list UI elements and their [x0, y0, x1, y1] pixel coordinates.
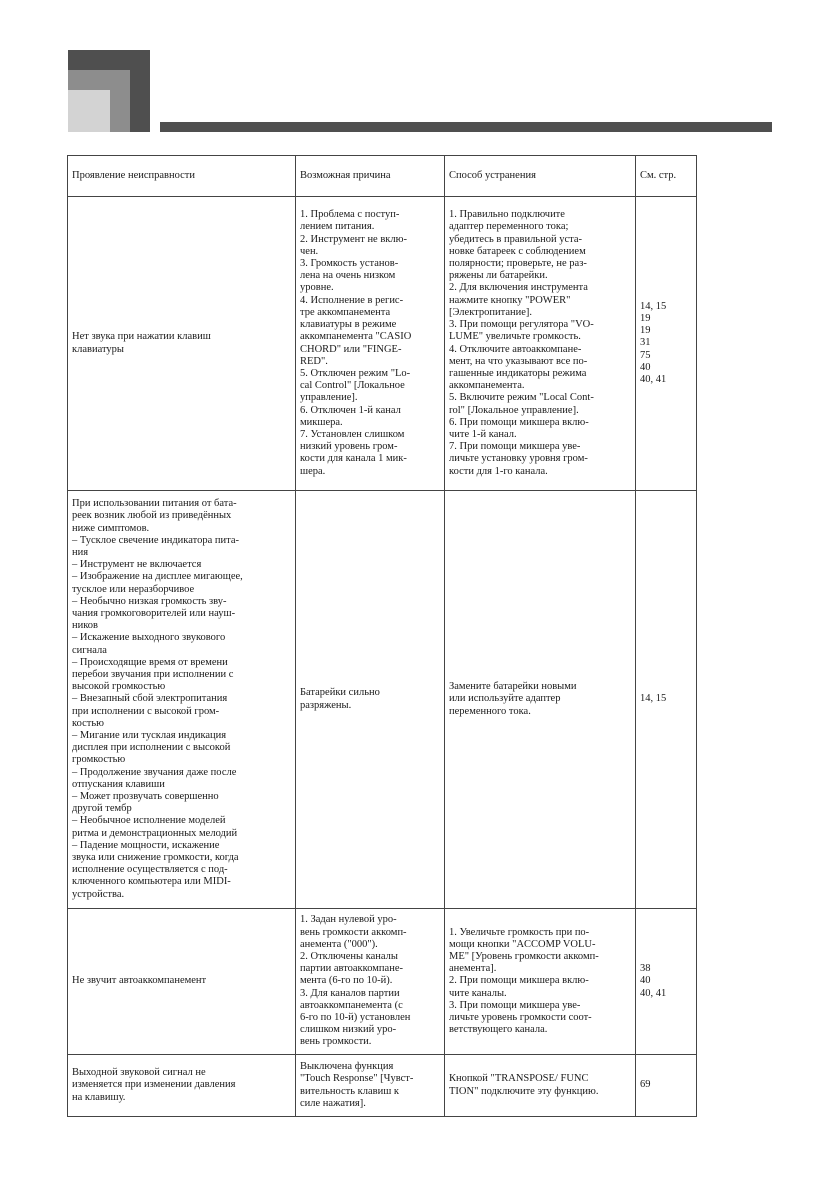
column-header-remedy: Способ устранения	[445, 156, 636, 197]
remedy-cell: Кнопкой "TRANSPOSE/ FUNC TION" подключите эту функцию.	[445, 1055, 636, 1117]
cause-cell: 1. Задан нулевой уро- вень громкости аккомп- анемента ("000"). 2. Отключены каналы партии автоаккомпане- мента (6-го по 10-й). 3. Для каналов партии автоаккомпанемента (с 6-го по 10-й) установлен слишком низкий уро- вень громкости.	[296, 909, 445, 1055]
pages-cell: 38 40 40, 41	[636, 909, 697, 1055]
corner-decoration-light	[68, 90, 110, 132]
remedy-cell: 1. Правильно подключите адаптер переменного тока; убедитесь в правильной уста- новке батареек с соблюдением полярности; проверьте, не раз- ряжены ли батарейки. 2. Для включения инструмента нажмите кнопку "POWER" [Электропитание]. 3. При помощи регулятора "VO- LUME" увеличьте громкость. 4. Отключите автоаккомпане- мент, на что указывают все по- гашенные индикаторы режима аккомпанемента. 5. Включите режим "Local Cont- rol" [Локальное управление]. 6. При помощи микшера вклю- чите 1-й канал. 7. При помощи микшера уве- личьте установку уровня гром- кости для 1-го канала.	[445, 197, 636, 491]
pages-cell: 14, 15 19 19 31 75 40 40, 41	[636, 197, 697, 491]
table-header-row	[68, 156, 697, 197]
column-header-cause: Возможная причина	[296, 156, 445, 197]
cause-cell: Батарейки сильно разряжены.	[296, 491, 445, 909]
remedy-cell: 1. Увеличьте громкость при по- мощи кнопки "ACCOMP VOLU- ME" [Уровень громкости аккомп- анемента]. 2. При помощи микшера вклю- чите каналы. 3. При помощи микшера уве- личьте уровень громкости соот- ветствующего канала.	[445, 909, 636, 1055]
symptom-cell: Выходной звуковой сигнал не изменяется при изменении давления на клавишу.	[68, 1055, 296, 1117]
cause-cell: Выключена функция "Touch Response" [Чувст- вительность клавиш к силе нажатия].	[296, 1055, 445, 1117]
symptom-cell: Не звучит автоаккомпанемент	[68, 909, 296, 1055]
pages-cell: 69	[636, 1055, 697, 1117]
column-header-symptom: Проявление неисправности	[68, 156, 296, 197]
cause-cell: 1. Проблема с поступ- лением питания. 2. Инструмент не вклю- чен. 3. Громкость установ- лена на очень низком уровне. 4. Исполнение в регис- тре аккомпанемента клавиатуры в режиме аккомпанемента "CASIO CHORD" или "FINGE- RED". 5. Отключен режим "Lo- cal Control" [Локальное управление]. 6. Отключен 1-й канал микшера. 7. Установлен слишком низкий уровень гром- кости для канала 1 мик- шера.	[296, 197, 445, 491]
table-row	[68, 1055, 697, 1117]
column-header-pages: См. стр.	[636, 156, 697, 197]
table-row	[68, 491, 697, 909]
header-bar	[160, 122, 772, 132]
symptom-cell: Нет звука при нажатии клавиш клавиатуры	[68, 197, 296, 491]
table-row	[68, 909, 697, 1055]
pages-cell: 14, 15	[636, 491, 697, 909]
table-row	[68, 197, 697, 491]
symptom-cell: При использовании питания от бата- реек возник любой из приведённых ниже симптомов. – Тусклое свечение индикатора пита- ния – Инструмент не включается – Изображение на дисплее мигающее, тусклое или неразборчивое – Необычно низкая громкость зву- чания громкоговорителей или науш- ников – Искажение выходного звукового сигнала – Происходящие время от времени перебои звучания при исполнении с высокой громкостью – Внезапный сбой электропитания при исполнении с высокой гром- костью – Мигание или тусклая индикация дисплея при исполнении с высокой громкостью – Продолжение звучания даже после отпускания клавиши – Может прозвучать совершенно другой тембр – Необычное исполнение моделей ритма и демонстрационных мелодий – Падение мощности, искажение звука или снижение громкости, когда исполнение осуществляется с под- ключенного компьютера или MIDI- устройства.	[68, 491, 296, 909]
remedy-cell: Замените батарейки новыми или используйте адаптер переменного тока.	[445, 491, 636, 909]
troubleshooting-table	[67, 155, 697, 1117]
